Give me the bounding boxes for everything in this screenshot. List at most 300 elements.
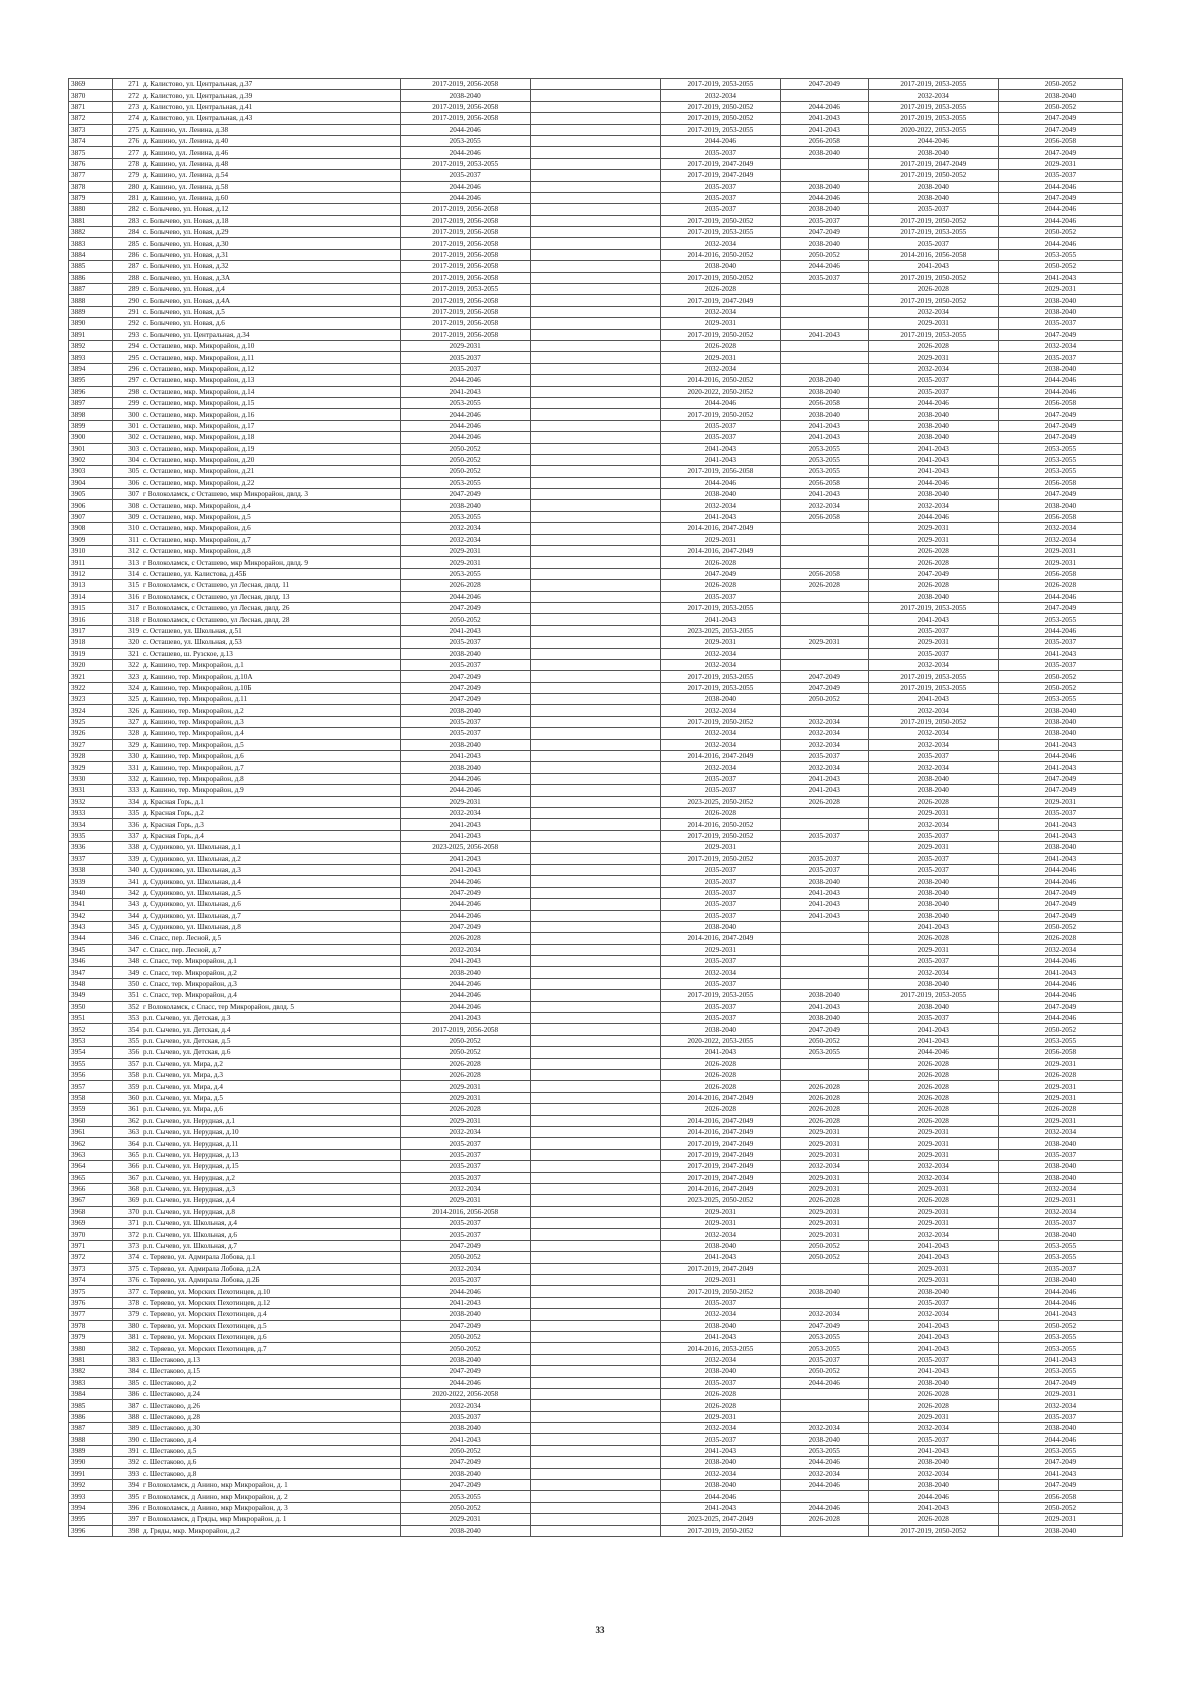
cell-col-4: 2044-2046	[400, 1286, 530, 1297]
cell-col-7: 2053-2055	[780, 1331, 868, 1342]
row-number: 3948	[69, 978, 113, 989]
row-number: 3946	[69, 956, 113, 967]
cell-col-8: 2035-2037	[868, 1297, 998, 1308]
cell-col-5	[530, 261, 660, 272]
item-number: 349	[113, 967, 141, 978]
row-number: 3922	[69, 682, 113, 693]
cell-col-7: 2041-2043	[780, 1001, 868, 1012]
cell-col-4: 2044-2046	[400, 773, 530, 784]
cell-col-7: 2035-2037	[780, 853, 868, 864]
cell-col-5	[530, 215, 660, 226]
cell-col-7: 2032-2034	[780, 762, 868, 773]
cell-col-5	[530, 1161, 660, 1172]
row-number: 3967	[69, 1195, 113, 1206]
address: д. Кашино, ул. Ленина, д.60	[141, 192, 400, 203]
cell-col-9: 2050-2052	[998, 1320, 1122, 1331]
address: д. Кашино, тер. Микрорайон, д.9	[141, 785, 400, 796]
table-row	[69, 432, 1123, 443]
cell-col-4: 2041-2043	[400, 956, 530, 967]
cell-col-7: 2047-2049	[780, 79, 868, 90]
cell-col-6: 2041-2043	[661, 1252, 781, 1263]
cell-col-7: 2038-2040	[780, 375, 868, 386]
item-number: 358	[113, 1069, 141, 1080]
cell-col-4: 2047-2049	[400, 921, 530, 932]
cell-col-8: 2017-2019, 2050-2052	[868, 295, 998, 306]
cell-col-4: 2044-2046	[400, 420, 530, 431]
cell-col-9: 2032-2034	[998, 1400, 1122, 1411]
item-number: 346	[113, 933, 141, 944]
cell-col-7: 2053-2055	[780, 1047, 868, 1058]
row-number: 3984	[69, 1388, 113, 1399]
address: г Волоколамск, д Анино, мкр Микрорайон, д. 3	[141, 1502, 400, 1513]
cell-col-4: 2035-2037	[400, 659, 530, 670]
cell-col-4: 2035-2037	[400, 1138, 530, 1149]
address: д. Кашино, тер. Микрорайон, д.7	[141, 762, 400, 773]
cell-col-5	[530, 1309, 660, 1320]
cell-col-9: 2041-2043	[998, 1354, 1122, 1365]
cell-col-5	[530, 1286, 660, 1297]
cell-col-9: 2044-2046	[998, 956, 1122, 967]
cell-col-5	[530, 1297, 660, 1308]
table-row	[69, 1035, 1123, 1046]
cell-col-6: 2017-2019, 2050-2052	[661, 113, 781, 124]
cell-col-4: 2053-2055	[400, 511, 530, 522]
row-number: 3924	[69, 705, 113, 716]
table-row	[69, 101, 1123, 112]
cell-col-4: 2035-2037	[400, 1411, 530, 1422]
cell-col-5	[530, 1069, 660, 1080]
table-row	[69, 1377, 1123, 1388]
item-number: 365	[113, 1149, 141, 1160]
cell-col-7	[780, 956, 868, 967]
item-number: 318	[113, 614, 141, 625]
table-row	[69, 568, 1123, 579]
table-row	[69, 990, 1123, 1001]
cell-col-6: 2017-2019, 2053-2055	[661, 602, 781, 613]
address: р.п. Сычево, ул. Мира, д.5	[141, 1092, 400, 1103]
item-number: 395	[113, 1491, 141, 1502]
cell-col-4: 2047-2049	[400, 694, 530, 705]
row-number: 3947	[69, 967, 113, 978]
cell-col-5	[530, 1400, 660, 1411]
cell-col-7: 2041-2043	[780, 329, 868, 340]
page-number: 33	[595, 1625, 605, 1635]
row-number: 3890	[69, 318, 113, 329]
cell-col-8: 2038-2040	[868, 1480, 998, 1491]
cell-col-5	[530, 454, 660, 465]
table-row	[69, 1013, 1123, 1024]
address: с. Осташево, мкр. Микрорайон, д.15	[141, 397, 400, 408]
cell-col-5	[530, 1115, 660, 1126]
item-number: 291	[113, 306, 141, 317]
address: с. Спасс, тер. Микрорайон, д.1	[141, 956, 400, 967]
cell-col-6: 2017-2019, 2056-2058	[661, 466, 781, 477]
cell-col-9: 2029-2031	[998, 557, 1122, 568]
cell-col-8: 2026-2028	[868, 1058, 998, 1069]
cell-col-4: 2044-2046	[400, 785, 530, 796]
table-row	[69, 1354, 1123, 1365]
row-number: 3899	[69, 420, 113, 431]
item-number: 388	[113, 1411, 141, 1422]
cell-col-9: 2026-2028	[998, 1104, 1122, 1115]
address: р.п. Сычево, ул. Нерудная, д.11	[141, 1138, 400, 1149]
cell-col-4: 2035-2037	[400, 1275, 530, 1286]
cell-col-7: 2044-2046	[780, 1480, 868, 1491]
cell-col-6: 2035-2037	[661, 1001, 781, 1012]
cell-col-8: 2017-2019, 2053-2055	[868, 227, 998, 238]
cell-col-7: 2050-2052	[780, 694, 868, 705]
table-row	[69, 1183, 1123, 1194]
row-number: 3903	[69, 466, 113, 477]
item-number: 385	[113, 1377, 141, 1388]
cell-col-4: 2047-2049	[400, 671, 530, 682]
address: с. Спасс, тер. Микрорайон, д.4	[141, 990, 400, 1001]
cell-col-7	[780, 978, 868, 989]
cell-col-5	[530, 181, 660, 192]
address: с. Теряево, ул. Морских Пехотинцев, д.5	[141, 1320, 400, 1331]
cell-col-8: 2026-2028	[868, 1069, 998, 1080]
item-number: 352	[113, 1001, 141, 1012]
cell-col-6: 2032-2034	[661, 967, 781, 978]
item-number: 382	[113, 1343, 141, 1354]
table-row	[69, 1069, 1123, 1080]
table-row	[69, 158, 1123, 169]
cell-col-8: 2035-2037	[868, 1354, 998, 1365]
cell-col-9: 2044-2046	[998, 386, 1122, 397]
cell-col-6: 2014-2016, 2047-2049	[661, 1115, 781, 1126]
address: с. Шестаково, д.13	[141, 1354, 400, 1365]
row-number: 3902	[69, 454, 113, 465]
cell-col-5	[530, 511, 660, 522]
address: с. Шестаково, д.5	[141, 1445, 400, 1456]
row-number: 3871	[69, 101, 113, 112]
cell-col-7	[780, 1297, 868, 1308]
cell-col-7: 2041-2043	[780, 887, 868, 898]
cell-col-8: 2029-2031	[868, 1263, 998, 1274]
row-number: 3950	[69, 1001, 113, 1012]
cell-col-7	[780, 967, 868, 978]
cell-col-6: 2017-2019, 2053-2055	[661, 227, 781, 238]
cell-col-6: 2017-2019, 2053-2055	[661, 124, 781, 135]
address: с. Теряево, ул. Адмирала Лобова, д.1	[141, 1252, 400, 1263]
cell-col-4: 2017-2019, 2056-2058	[400, 204, 530, 215]
cell-col-6: 2026-2028	[661, 1058, 781, 1069]
cell-col-4: 2044-2046	[400, 147, 530, 158]
cell-col-9: 2035-2037	[998, 1149, 1122, 1160]
address: с. Осташево, ул. Школьная, д.51	[141, 625, 400, 636]
item-number: 384	[113, 1366, 141, 1377]
cell-col-4: 2029-2031	[400, 546, 530, 557]
cell-col-6: 2035-2037	[661, 1434, 781, 1445]
address: с. Шестаково, д.24	[141, 1388, 400, 1399]
row-number: 3971	[69, 1240, 113, 1251]
item-number: 367	[113, 1172, 141, 1183]
cell-col-4: 2035-2037	[400, 728, 530, 739]
cell-col-9: 2038-2040	[998, 1172, 1122, 1183]
cell-col-4: 2017-2019, 2056-2058	[400, 215, 530, 226]
item-number: 293	[113, 329, 141, 340]
cell-col-5	[530, 739, 660, 750]
cell-col-6: 2026-2028	[661, 1069, 781, 1080]
cell-col-7: 2029-2031	[780, 637, 868, 648]
cell-col-7: 2038-2040	[780, 181, 868, 192]
item-number: 351	[113, 990, 141, 1001]
cell-col-9: 2044-2046	[998, 751, 1122, 762]
table-row	[69, 819, 1123, 830]
cell-col-8: 2041-2043	[868, 921, 998, 932]
table-row	[69, 705, 1123, 716]
cell-col-9: 2047-2049	[998, 602, 1122, 613]
cell-col-6: 2038-2040	[661, 1240, 781, 1251]
cell-col-6: 2017-2019, 2050-2052	[661, 101, 781, 112]
cell-col-6: 2017-2019, 2047-2049	[661, 1138, 781, 1149]
cell-col-7: 2035-2037	[780, 751, 868, 762]
cell-col-7: 2026-2028	[780, 1104, 868, 1115]
row-number: 3910	[69, 546, 113, 557]
item-number: 287	[113, 261, 141, 272]
row-number: 3957	[69, 1081, 113, 1092]
address: с. Болычево, ул. Новая, д.30	[141, 238, 400, 249]
cell-col-7	[780, 1388, 868, 1399]
cell-col-8: 2017-2019, 2047-2049	[868, 158, 998, 169]
cell-col-9: 2053-2055	[998, 1331, 1122, 1342]
row-number: 3933	[69, 808, 113, 819]
table-row	[69, 489, 1123, 500]
cell-col-8: 2032-2034	[868, 819, 998, 830]
item-number: 313	[113, 557, 141, 568]
cell-col-7: 2032-2034	[780, 1423, 868, 1434]
cell-col-6: 2029-2031	[661, 1411, 781, 1422]
cell-col-5	[530, 420, 660, 431]
cell-col-4: 2035-2037	[400, 1161, 530, 1172]
cell-col-8: 2038-2040	[868, 489, 998, 500]
cell-col-9: 2035-2037	[998, 318, 1122, 329]
cell-col-7: 2053-2055	[780, 1343, 868, 1354]
cell-col-4: 2032-2034	[400, 534, 530, 545]
cell-col-9: 2050-2052	[998, 261, 1122, 272]
cell-col-9: 2056-2058	[998, 568, 1122, 579]
cell-col-7	[780, 944, 868, 955]
cell-col-9: 2047-2049	[998, 329, 1122, 340]
cell-col-9: 2035-2037	[998, 1263, 1122, 1274]
row-number: 3888	[69, 295, 113, 306]
table-row	[69, 1092, 1123, 1103]
cell-col-6: 2017-2019, 2050-2052	[661, 830, 781, 841]
address: с. Осташево, мкр. Микрорайон, д.20	[141, 454, 400, 465]
item-number: 334	[113, 796, 141, 807]
cell-col-6: 2032-2034	[661, 1229, 781, 1240]
cell-col-8: 2026-2028	[868, 580, 998, 591]
item-number: 359	[113, 1081, 141, 1092]
row-number: 3959	[69, 1104, 113, 1115]
cell-col-8: 2029-2031	[868, 1275, 998, 1286]
cell-col-8: 2041-2043	[868, 454, 998, 465]
address: с. Шестаково, д.8	[141, 1468, 400, 1479]
cell-col-8: 2032-2034	[868, 728, 998, 739]
cell-col-7: 2032-2034	[780, 500, 868, 511]
cell-col-4: 2017-2019, 2053-2055	[400, 158, 530, 169]
item-number: 275	[113, 124, 141, 135]
cell-col-4: 2026-2028	[400, 580, 530, 591]
item-number: 393	[113, 1468, 141, 1479]
row-number: 3917	[69, 625, 113, 636]
cell-col-4: 2038-2040	[400, 705, 530, 716]
table-row	[69, 192, 1123, 203]
cell-col-4: 2035-2037	[400, 1149, 530, 1160]
cell-col-8: 2029-2031	[868, 1411, 998, 1422]
item-number: 345	[113, 921, 141, 932]
cell-col-4: 2050-2052	[400, 1445, 530, 1456]
row-number: 3931	[69, 785, 113, 796]
item-number: 375	[113, 1263, 141, 1274]
cell-col-5	[530, 1206, 660, 1217]
table-row	[69, 1195, 1123, 1206]
item-number: 284	[113, 227, 141, 238]
table-row	[69, 1400, 1123, 1411]
cell-col-4: 2047-2049	[400, 602, 530, 613]
address: г Волоколамск, с Осташево, мкр Микрорайон, двлд. 3	[141, 489, 400, 500]
cell-col-4: 2044-2046	[400, 409, 530, 420]
address: д. Судниково, ул. Школьная, д.6	[141, 899, 400, 910]
cell-col-6: 2035-2037	[661, 785, 781, 796]
row-number: 3979	[69, 1331, 113, 1342]
cell-col-8: 2017-2019, 2053-2055	[868, 990, 998, 1001]
cell-col-7	[780, 352, 868, 363]
item-number: 283	[113, 215, 141, 226]
cell-col-7: 2047-2049	[780, 682, 868, 693]
cell-col-7: 2053-2055	[780, 443, 868, 454]
cell-col-5	[530, 227, 660, 238]
table-row	[69, 1411, 1123, 1422]
cell-col-5	[530, 819, 660, 830]
cell-col-8: 2032-2034	[868, 739, 998, 750]
cell-col-7	[780, 295, 868, 306]
item-number: 301	[113, 420, 141, 431]
cell-col-8: 2017-2019, 2053-2055	[868, 682, 998, 693]
cell-col-8: 2032-2034	[868, 1309, 998, 1320]
cell-col-5	[530, 1195, 660, 1206]
cell-col-8: 2035-2037	[868, 864, 998, 875]
address: с. Осташево, мкр. Микрорайон, д.7	[141, 534, 400, 545]
cell-col-7	[780, 1525, 868, 1536]
cell-col-5	[530, 489, 660, 500]
cell-col-6: 2032-2034	[661, 238, 781, 249]
cell-col-7: 2032-2034	[780, 1161, 868, 1172]
cell-col-4: 2050-2052	[400, 1252, 530, 1263]
address: д. Калистово, ул. Центральная, д.37	[141, 79, 400, 90]
cell-col-9: 2038-2040	[998, 1275, 1122, 1286]
cell-col-7: 2050-2052	[780, 1035, 868, 1046]
row-number: 3996	[69, 1525, 113, 1536]
cell-col-7: 2038-2040	[780, 1286, 868, 1297]
cell-col-4: 2017-2019, 2056-2058	[400, 295, 530, 306]
table-row	[69, 477, 1123, 488]
cell-col-9: 2029-2031	[998, 1514, 1122, 1525]
cell-col-9: 2056-2058	[998, 397, 1122, 408]
item-number: 363	[113, 1126, 141, 1137]
cell-col-4: 2032-2034	[400, 1126, 530, 1137]
row-number: 3942	[69, 910, 113, 921]
row-number: 3975	[69, 1286, 113, 1297]
cell-col-5	[530, 1411, 660, 1422]
cell-col-6: 2041-2043	[661, 1047, 781, 1058]
address: д. Кашино, ул. Ленина, д.46	[141, 147, 400, 158]
cell-col-5	[530, 1445, 660, 1456]
cell-col-5	[530, 648, 660, 659]
cell-col-9: 2038-2040	[998, 500, 1122, 511]
item-number: 321	[113, 648, 141, 659]
cell-col-7: 2041-2043	[780, 773, 868, 784]
table-row	[69, 227, 1123, 238]
cell-col-9: 2056-2058	[998, 1047, 1122, 1058]
cell-col-9: 2038-2040	[998, 90, 1122, 101]
cell-col-6: 2032-2034	[661, 500, 781, 511]
cell-col-7: 2053-2055	[780, 466, 868, 477]
cell-col-6: 2017-2019, 2047-2049	[661, 170, 781, 181]
row-number: 3956	[69, 1069, 113, 1080]
address: д. Кашино, тер. Микрорайон, д.5	[141, 739, 400, 750]
table-row	[69, 739, 1123, 750]
cell-col-9: 2047-2049	[998, 432, 1122, 443]
cell-col-7: 2026-2028	[780, 580, 868, 591]
cell-col-5	[530, 443, 660, 454]
address: с. Шестаково, д.2	[141, 1377, 400, 1388]
table-row	[69, 842, 1123, 853]
row-number: 3908	[69, 523, 113, 534]
cell-col-9: 2044-2046	[998, 238, 1122, 249]
table-row	[69, 1126, 1123, 1137]
cell-col-7: 2029-2031	[780, 1183, 868, 1194]
address: д. Кашино, тер. Микрорайон, д.10А	[141, 671, 400, 682]
address: г Волоколамск, с Осташево, ул Лесная, двлд. 13	[141, 591, 400, 602]
table-row	[69, 1161, 1123, 1172]
item-number: 303	[113, 443, 141, 454]
item-number: 327	[113, 716, 141, 727]
cell-col-5	[530, 956, 660, 967]
cell-col-9: 2029-2031	[998, 1058, 1122, 1069]
table-row	[69, 329, 1123, 340]
cell-col-5	[530, 1047, 660, 1058]
address: с. Осташево, мкр. Микрорайон, д.16	[141, 409, 400, 420]
cell-col-8: 2038-2040	[868, 420, 998, 431]
cell-col-9: 2044-2046	[998, 1286, 1122, 1297]
cell-col-8: 2038-2040	[868, 899, 998, 910]
cell-col-7: 2056-2058	[780, 477, 868, 488]
cell-col-4: 2014-2016, 2056-2058	[400, 1206, 530, 1217]
cell-col-6: 2020-2022, 2050-2052	[661, 386, 781, 397]
row-number: 3874	[69, 135, 113, 146]
cell-col-4: 2050-2052	[400, 1343, 530, 1354]
table-row	[69, 466, 1123, 477]
cell-col-4: 2044-2046	[400, 192, 530, 203]
cell-col-5	[530, 1229, 660, 1240]
cell-col-5	[530, 716, 660, 727]
cell-col-5	[530, 375, 660, 386]
table-row	[69, 796, 1123, 807]
cell-col-5	[530, 1081, 660, 1092]
cell-col-8: 2026-2028	[868, 1092, 998, 1103]
cell-col-4: 2038-2040	[400, 1354, 530, 1365]
item-number: 372	[113, 1229, 141, 1240]
cell-col-9: 2050-2052	[998, 921, 1122, 932]
cell-col-4: 2047-2049	[400, 682, 530, 693]
cell-col-9: 2038-2040	[998, 295, 1122, 306]
cell-col-9: 2026-2028	[998, 1069, 1122, 1080]
cell-col-8: 2029-2031	[868, 1138, 998, 1149]
cell-col-5	[530, 113, 660, 124]
cell-col-9: 2047-2049	[998, 192, 1122, 203]
cell-col-7	[780, 933, 868, 944]
